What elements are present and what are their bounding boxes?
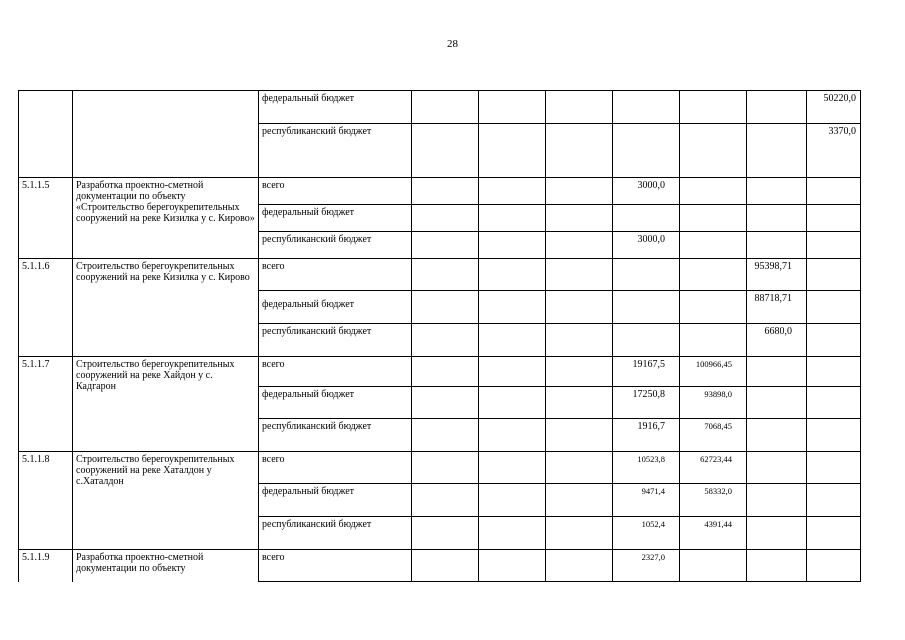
source-cell: республиканский бюджет xyxy=(259,517,412,550)
code-cell: 5.1.1.5 xyxy=(19,178,73,259)
value-cell: 62723,44 xyxy=(680,452,747,484)
source-cell: всего xyxy=(259,550,412,582)
code-cell: 5.1.1.9 xyxy=(19,550,73,582)
value-cell: 100966,45 xyxy=(680,357,747,387)
source-cell: федеральный бюджет xyxy=(259,205,412,232)
source-cell: республиканский бюджет xyxy=(259,232,412,259)
value-cell: 3370,0 xyxy=(807,124,861,178)
value-cell: 1052,4 xyxy=(613,517,680,550)
table-row xyxy=(19,550,861,582)
code-cell: 5.1.1.8 xyxy=(19,452,73,550)
value-cell: 3000,0 xyxy=(613,178,680,205)
value-cell: 58332,0 xyxy=(680,484,747,517)
source-cell: республиканский бюджет xyxy=(259,124,412,178)
table-row xyxy=(19,91,861,124)
budget-table xyxy=(18,90,861,582)
source-cell: федеральный бюджет xyxy=(259,91,412,124)
name-cell: Строительство берегоукрепительных сооружений на реке Хаталдон у с.Хаталдон xyxy=(73,452,259,550)
source-cell: республиканский бюджет xyxy=(259,419,412,452)
name-cell: Строительство берегоукрепительных сооружений на реке Кизилка у с. Кирово xyxy=(73,259,259,357)
value-cell: 95398,71 xyxy=(747,259,807,291)
value-cell: 9471,4 xyxy=(613,484,680,517)
source-cell: всего xyxy=(259,357,412,387)
value-cell: 88718,71 xyxy=(747,291,807,324)
value-cell: 17250,8 xyxy=(613,387,680,419)
table-row xyxy=(19,178,861,205)
source-cell: федеральный бюджет xyxy=(259,484,412,517)
value-cell: 3000,0 xyxy=(613,232,680,259)
code-cell: 5.1.1.7 xyxy=(19,357,73,452)
value-cell: 6680,0 xyxy=(747,324,807,357)
table-row xyxy=(19,357,861,387)
value-cell: 50220,0 xyxy=(807,91,861,124)
source-cell: федеральный бюджет xyxy=(259,387,412,419)
table-row xyxy=(19,259,861,291)
page-number: 28 xyxy=(447,38,458,50)
value-cell: 4391,44 xyxy=(680,517,747,550)
value-cell: 19167,5 xyxy=(613,357,680,387)
source-cell: всего xyxy=(259,452,412,484)
source-cell: республиканский бюджет xyxy=(259,324,412,357)
code-cell: 5.1.1.6 xyxy=(19,259,73,357)
value-cell: 7068,45 xyxy=(680,419,747,452)
value-cell: 1916,7 xyxy=(613,419,680,452)
value-cell: 93898,0 xyxy=(680,387,747,419)
name-cell: Разработка проектно-сметной документации по объекту «Строительство берегоукрепительных сооружений на реке Кизилка у с. Кирово» xyxy=(73,178,259,259)
code-cell xyxy=(19,91,73,178)
table-row xyxy=(19,452,861,484)
source-cell: всего xyxy=(259,178,412,205)
name-cell: Строительство берегоукрепительных сооружений на реке Хайдон у с. Кадгарон xyxy=(73,357,259,452)
name-cell: Разработка проектно-сметной документации по объекту xyxy=(73,550,259,582)
value-cell: 2327,0 xyxy=(613,550,680,582)
source-cell: федеральный бюджет xyxy=(259,291,412,324)
source-cell: всего xyxy=(259,259,412,291)
name-cell xyxy=(73,91,259,178)
value-cell: 10523,8 xyxy=(613,452,680,484)
